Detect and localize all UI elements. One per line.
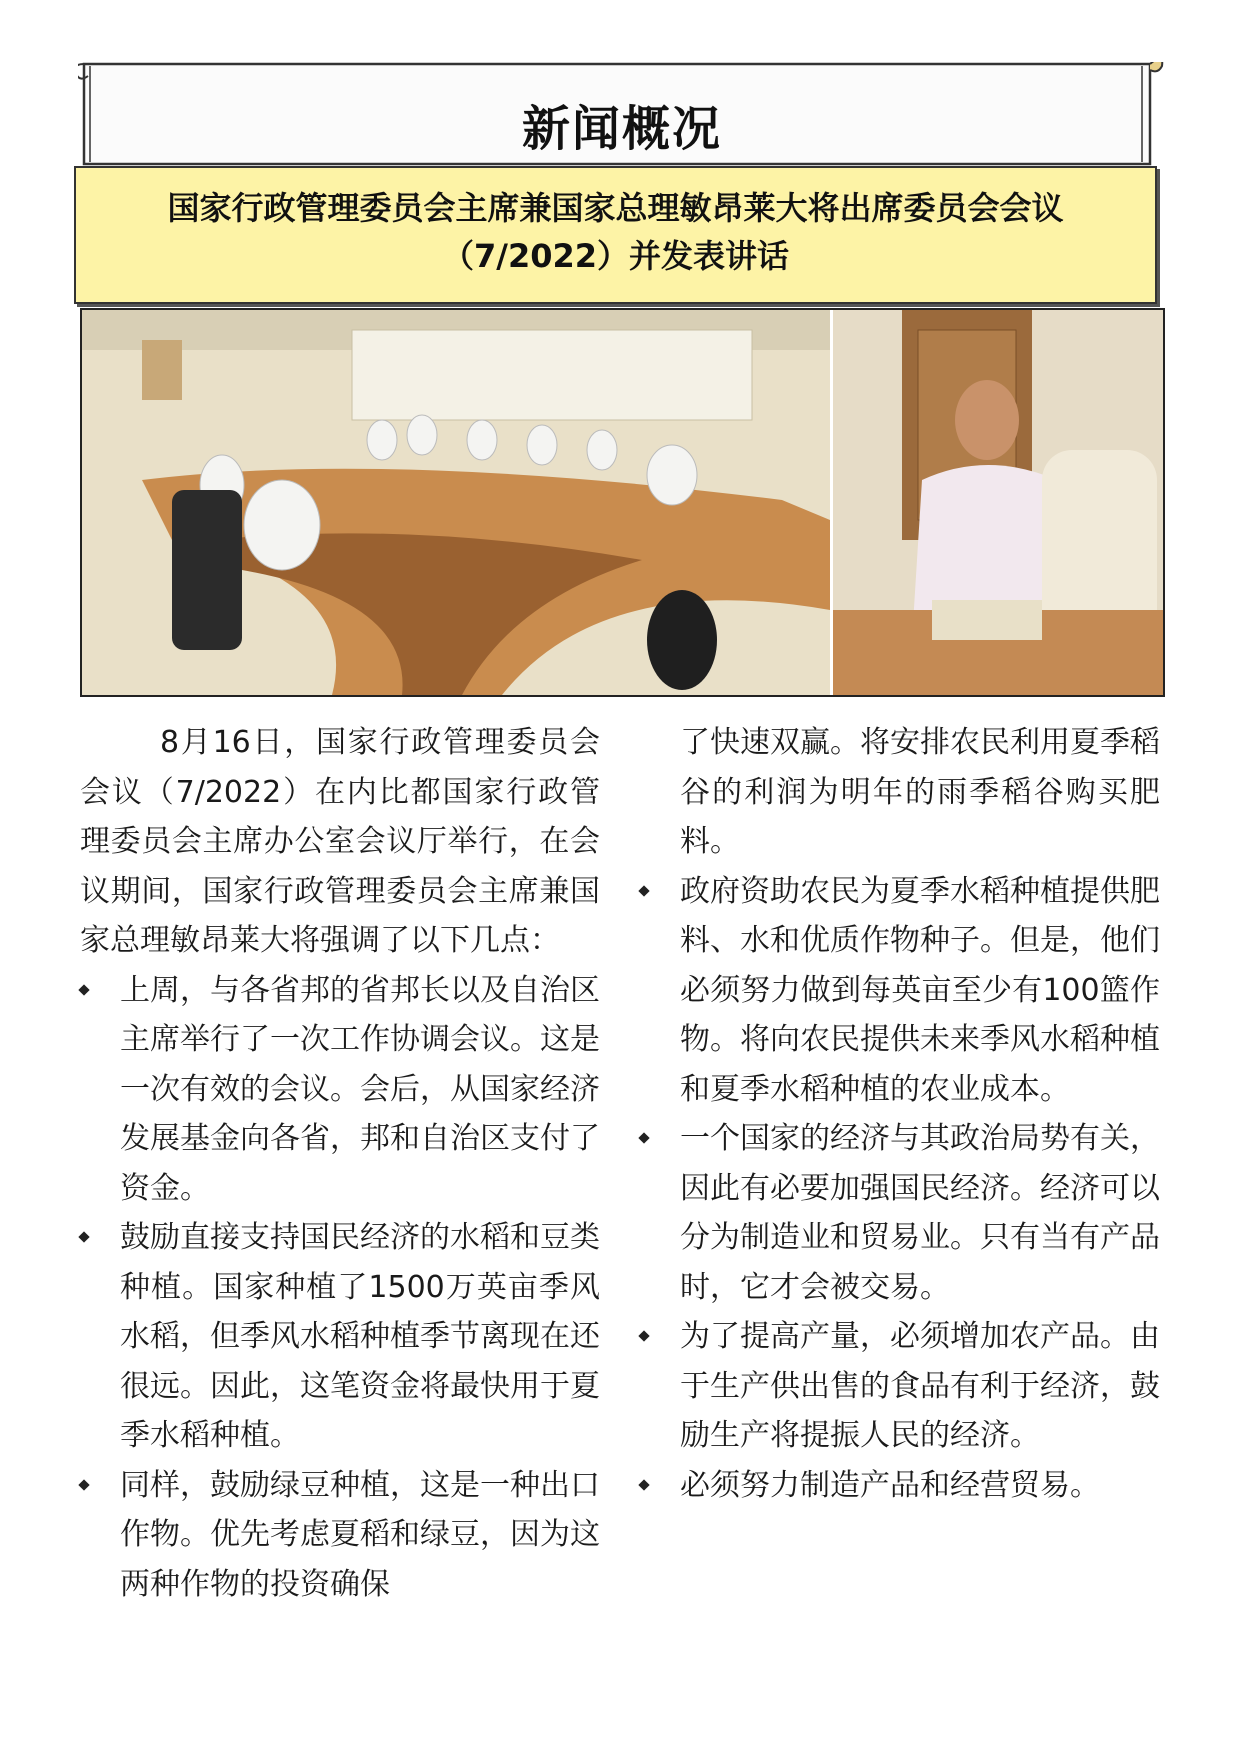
headline-line-1: 国家行政管理委员会主席兼国家总理敏昂莱大将出席委员会会议	[167, 189, 1064, 227]
bullet-item-5: 一个国家的经济与其政治局势有关，因此有必要加强国民经济。经济可以分为制造业和贸易业。只有当有产品时，它才会被交易。	[640, 1114, 1160, 1312]
bullet-diamond-icon	[78, 1231, 89, 1242]
bullet-diamond-icon	[78, 984, 89, 995]
bullet-diamond-icon	[638, 885, 649, 896]
article-left-column	[80, 718, 600, 1609]
bullet-item-2: 鼓励直接支持国民经济的水稻和豆类种植。国家种植了1500万英亩季风水稻，但季风水稻种植季节离现在还很远。因此，这笔资金将最快用于夏季水稻种植。	[80, 1213, 600, 1461]
bullet-item-6: 为了提高产量，必须增加农产品。由于生产供出售的食品有利于经济，鼓励生产将提振人民的经济。	[640, 1312, 1160, 1461]
banner-title: 新闻概况	[521, 101, 722, 157]
bullet-item-3-continued: 了快速双赢。将安排农民利用夏季稻谷的利润为明年的雨季稻谷购买肥料。	[680, 725, 1160, 859]
speaker-at-podium-icon	[833, 310, 1163, 695]
bullet-item-4: 政府资助农民为夏季水稻种植提供肥料、水和优质作物种子。但是，他们必须努力做到每英亩至少有100篮作物。将向农民提供未来季风水稻种植和夏季水稻种植的农业成本。	[640, 867, 1160, 1115]
title-scroll-banner	[78, 62, 1166, 167]
news-photo	[80, 308, 1165, 697]
photo-collage	[82, 310, 1163, 695]
article-intro: 8月16日，国家行政管理委员会会议（7/2022）在内比都国家行政管理委员会主席办公室会议厅举行，在会议期间，国家行政管理委员会主席兼国家总理敏昂莱大将强调了以下几点：	[80, 725, 600, 958]
bullet-diamond-icon	[638, 1330, 649, 1341]
article-right-column	[640, 718, 1160, 1510]
bullet-item-7: 必须努力制造产品和经营贸易。	[640, 1461, 1160, 1511]
bullet-item-1: 上周，与各省邦的省邦长以及自治区主席举行了一次工作协调会议。这是一次有效的会议。会后，从国家经济发展基金向各省，邦和自治区支付了资金。	[80, 966, 600, 1214]
meeting-room-icon	[82, 310, 830, 695]
bullet-diamond-icon	[78, 1479, 89, 1490]
bullet-item-3: 同样，鼓励绿豆种植，这是一种出口作物。优先考虑夏稻和绿豆，因为这两种作物的投资确保	[80, 1461, 600, 1610]
bullet-diamond-icon	[638, 1479, 649, 1490]
headline-line-2: （7/2022）并发表讲话	[441, 237, 790, 275]
bullet-diamond-icon	[638, 1132, 649, 1143]
headline-box	[74, 166, 1157, 304]
